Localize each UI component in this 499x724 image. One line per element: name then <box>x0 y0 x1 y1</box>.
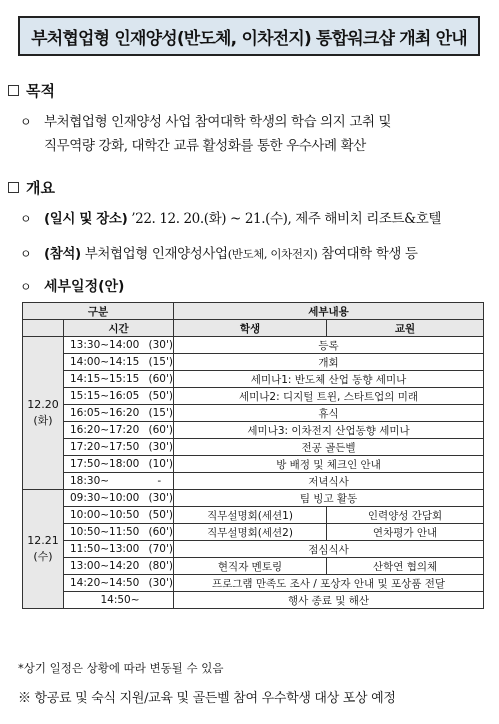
activity-cell: 행사 종료 및 해산 <box>174 592 484 609</box>
activity-cell: 세미나3: 이차전지 산업동향 세미나 <box>174 422 484 439</box>
date-cell-day2: 12.21 (수) <box>23 490 64 609</box>
header-student: 학생 <box>174 320 327 337</box>
time-cell: 13:30~14:00 <box>64 337 146 354</box>
staff-activity-cell: 산학연 협의체 <box>327 558 484 575</box>
table-row <box>23 490 484 507</box>
activity-cell: 휴식 <box>174 405 484 422</box>
table-row <box>23 439 484 456</box>
time-cell: 09:30~10:00 <box>64 490 146 507</box>
square-bullet-icon <box>8 85 19 96</box>
time-cell: 18:30~ <box>64 473 146 490</box>
duration-cell: (30') <box>146 439 174 456</box>
time-cell: 16:20~17:20 <box>64 422 146 439</box>
table-row <box>23 575 484 592</box>
activity-cell: 점심식사 <box>174 541 484 558</box>
table-row <box>23 541 484 558</box>
activity-cell: 저녁식사 <box>174 473 484 490</box>
table-row <box>23 592 484 609</box>
schedule-table <box>22 302 484 609</box>
activity-cell: 세미나2: 디지털 트윈, 스타트업의 미래 <box>174 388 484 405</box>
header-staff: 교원 <box>327 320 484 337</box>
activity-cell: 전공 골든벨 <box>174 439 484 456</box>
time-cell: 10:50~11:50 <box>64 524 146 541</box>
purpose-text: ㅇ 부처협업형 인재양성 사업 참여대학 학생의 학습 의지 고취 및 직무역량 강화, 대학간 교류 활성화를 통한 우수사례 확산 <box>20 110 493 158</box>
duration-cell: (30') <box>146 490 174 507</box>
table-row <box>23 422 484 439</box>
time-cell: 13:00~14:20 <box>64 558 146 575</box>
schedule-heading: ㅇ 세부일정(안) <box>20 279 125 295</box>
student-activity-cell: 직무설명회(세션2) <box>174 524 327 541</box>
duration-cell: (70') <box>146 541 174 558</box>
date-cell-day1: 12.20 (화) <box>23 337 64 490</box>
duration-cell: (60') <box>146 371 174 388</box>
duration-cell: (30') <box>146 575 174 592</box>
square-bullet-icon <box>8 182 19 193</box>
table-row <box>23 405 484 422</box>
document-title: 부처협업형 인재양성(반도체, 이차전지) 통합워크샵 개최 안내 <box>18 16 480 56</box>
table-row <box>23 371 484 388</box>
duration-cell: (15') <box>146 354 174 371</box>
duration-cell: (60') <box>146 524 174 541</box>
time-cell: 14:20~14:50 <box>64 575 146 592</box>
duration-cell: (80') <box>146 558 174 575</box>
activity-cell: 등록 <box>174 337 484 354</box>
student-activity-cell: 현직자 멘토링 <box>174 558 327 575</box>
activity-cell: 팀 빙고 활동 <box>174 490 484 507</box>
time-cell: 14:50~ <box>64 592 174 609</box>
time-cell: 10:00~10:50 <box>64 507 146 524</box>
table-row <box>23 524 484 541</box>
table-row <box>23 337 484 354</box>
duration-cell: - <box>146 473 174 490</box>
activity-cell: 개회 <box>174 354 484 371</box>
header-time: 시간 <box>64 320 174 337</box>
time-cell: 17:50~18:00 <box>64 456 146 473</box>
datetime-line: ㅇ (일시 및 장소) ’22. 12. 20.(화) ~ 21.(수), 제주 해비치 리조트&호텔 <box>20 211 442 227</box>
table-row <box>23 473 484 490</box>
footer-note: ※ 항공료 및 숙식 지원/교육 및 골든벨 참여 우수학생 대상 포상 예정 <box>18 691 396 706</box>
staff-activity-cell: 인력양성 간담회 <box>327 507 484 524</box>
time-cell: 11:50~13:00 <box>64 541 146 558</box>
staff-activity-cell: 연차평가 안내 <box>327 524 484 541</box>
time-cell: 14:00~14:15 <box>64 354 146 371</box>
activity-cell: 프로그램 만족도 조사 / 포상자 안내 및 포상품 전달 <box>174 575 484 592</box>
time-cell: 16:05~16:20 <box>64 405 146 422</box>
header-category: 구분 <box>23 303 174 320</box>
student-activity-cell: 직무설명회(세션1) <box>174 507 327 524</box>
table-row <box>23 388 484 405</box>
circle-bullet: ㅇ <box>20 115 32 129</box>
header-detail: 세부내용 <box>174 303 484 320</box>
overview-heading: 개요 <box>8 177 55 198</box>
time-cell: 17:20~17:50 <box>64 439 146 456</box>
duration-cell: (10') <box>146 456 174 473</box>
table-row <box>23 456 484 473</box>
activity-cell: 세미나1: 반도체 산업 동향 세미나 <box>174 371 484 388</box>
duration-cell: (15') <box>146 405 174 422</box>
table-row <box>23 507 484 524</box>
table-row <box>23 558 484 575</box>
purpose-heading: 목적 <box>8 80 55 101</box>
duration-cell: (60') <box>146 422 174 439</box>
time-cell: 14:15~15:15 <box>64 371 146 388</box>
participants-line: ㅇ (참석) 부처협업형 인재양성사업(반도체, 이차전지) 참여대학 학생 등 <box>20 246 418 262</box>
time-cell: 15:15~16:05 <box>64 388 146 405</box>
table-row <box>23 354 484 371</box>
schedule-note: *상기 일정은 상황에 따라 변동될 수 있음 <box>18 661 224 675</box>
duration-cell: (30') <box>146 337 174 354</box>
duration-cell: (50') <box>146 507 174 524</box>
duration-cell: (50') <box>146 388 174 405</box>
activity-cell: 방 배정 및 체크인 안내 <box>174 456 484 473</box>
